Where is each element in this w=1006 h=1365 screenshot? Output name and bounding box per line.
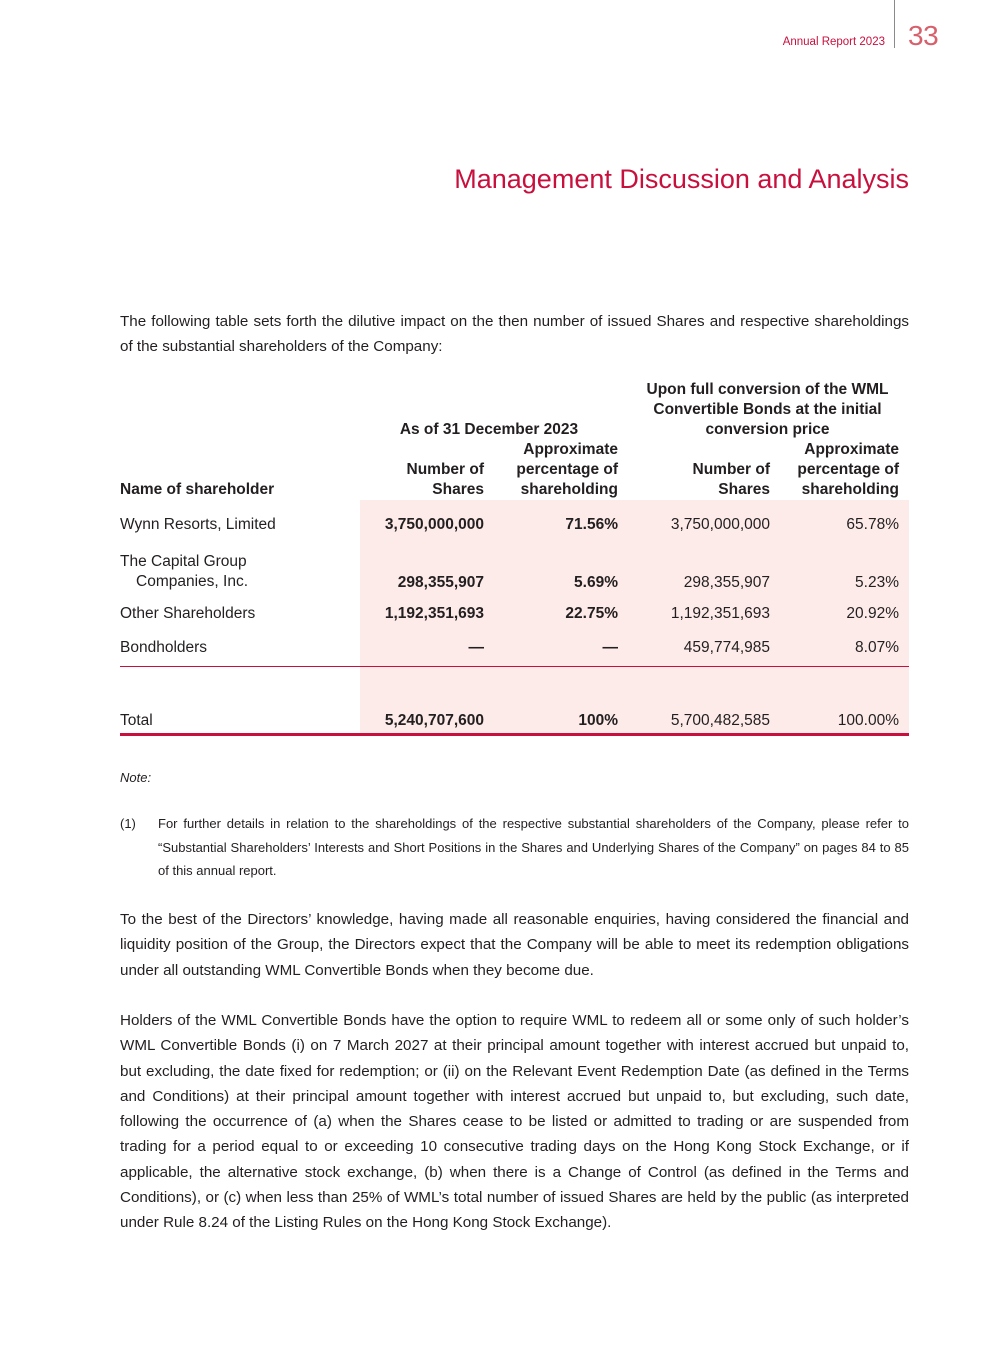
- note-text: For further details in relation to the shareholdings of the respective substantial shareholders of the Company, please refer to “Substantial Shareholders’ Interests and Short Positions in the Shares and Underlying Shares of the Company” on pages 84 to 85 of this annual report.: [158, 816, 909, 878]
- shares-2023: 1,192,351,693: [360, 596, 484, 631]
- pct-conv: 65.78%: [770, 510, 909, 540]
- pct-conv: 20.92%: [770, 596, 909, 631]
- table-row: [120, 540, 909, 596]
- page-number: 33: [908, 20, 939, 51]
- shareholder-name: The Capital Group Companies, Inc.: [120, 553, 248, 590]
- table-row: [120, 510, 909, 540]
- pct-2023: —: [484, 631, 618, 666]
- col-header-shares-conv: Number of Shares: [692, 461, 770, 498]
- col-header-pct-2023: Approximate percentage of shareholding: [516, 441, 618, 498]
- pct-conv: 5.23%: [770, 540, 909, 596]
- section-title: Management Discussion and Analysis: [454, 164, 909, 194]
- group-header-conversion: Upon full conversion of the WML Convertible Bonds at the initial conversion price: [646, 381, 889, 438]
- paragraph-redemption-ability: To the best of the Directors’ knowledge, having made all reasonable enquiries, having considered the financial and liquidity position of the Group, the Directors expect that the Company will be able to meet its redemption obligations under all outstanding WML Convertible Bonds when they become due.: [120, 911, 909, 979]
- pct-conv: 8.07%: [770, 631, 909, 666]
- shares-conv: 459,774,985: [618, 631, 770, 666]
- total-shares-conv: 5,700,482,585: [618, 710, 770, 734]
- header-divider: [894, 0, 895, 48]
- shareholding-table: [120, 380, 909, 736]
- shareholder-name: Other Shareholders: [120, 604, 256, 622]
- note-label: Note:: [120, 770, 152, 785]
- report-label: Annual Report 2023: [782, 36, 885, 48]
- shares-2023: —: [360, 631, 484, 666]
- total-row: [120, 710, 909, 734]
- shares-2023: 298,355,907: [360, 540, 484, 596]
- shares-conv: 298,355,907: [618, 540, 770, 596]
- col-header-shares-2023: Number of Shares: [406, 461, 484, 498]
- total-shares-2023: 5,240,707,600: [360, 710, 484, 734]
- col-header-pct-conv: Approximate percentage of shareholding: [797, 441, 899, 498]
- shares-conv: 1,192,351,693: [618, 596, 770, 631]
- shares-conv: 3,750,000,000: [618, 510, 770, 540]
- note-number: (1): [120, 816, 136, 831]
- column-header-row: [120, 440, 909, 500]
- group-header-as-of: As of 31 December 2023: [399, 421, 579, 438]
- shareholder-name: Wynn Resorts, Limited: [120, 516, 276, 533]
- group-header-row: [120, 380, 909, 440]
- shareholder-name: Bondholders: [120, 631, 360, 666]
- page-header: [0, 0, 1006, 60]
- shares-2023: 3,750,000,000: [360, 510, 484, 540]
- pct-2023: 5.69%: [484, 540, 618, 596]
- pct-2023: 22.75%: [484, 596, 618, 631]
- pct-2023: 71.56%: [484, 510, 618, 540]
- intro-paragraph: The following table sets forth the dilutive impact on the then number of issued Shares and respective shareholdings of the substantial shareholders of the Company:: [120, 313, 909, 355]
- total-label: Total: [120, 710, 360, 734]
- total-pct-conv: 100.00%: [770, 710, 909, 734]
- table-row: [120, 631, 909, 666]
- table-row: [120, 596, 909, 631]
- paragraph-holder-options: Holders of the WML Convertible Bonds have the option to require WML to redeem all or some only of such holder’s WML Convertible Bonds (i) on 7 March 2027 at their principal amount together with interest accrued but unpaid to, but excluding, the date fixed for redemption; or (ii) on the Relevant Event Redemption Date (as defined in the Terms and Conditions) at their principal amount together with interest accrued but unpaid to, but excluding, such date, following the occurrence of (a) when the Shares cease to be listed or admitted to trading or are suspended from trading for a period equal to or exceeding 10 consecutive trading days on the Hong Kong Stock Exchange, or if applicable, the alternative stock exchange, (b) when there is a Change of Control (as defined in the Terms and Conditions), or (c) when less than 25% of WML’s total number of issued Shares are held by the public (as interpreted under Rule 8.24 of the Listing Rules on the Hong Kong Stock Exchange).: [120, 1012, 909, 1232]
- note-item: [120, 812, 909, 883]
- total-pct-2023: 100%: [484, 710, 618, 734]
- col-header-name: Name of shareholder: [120, 481, 275, 498]
